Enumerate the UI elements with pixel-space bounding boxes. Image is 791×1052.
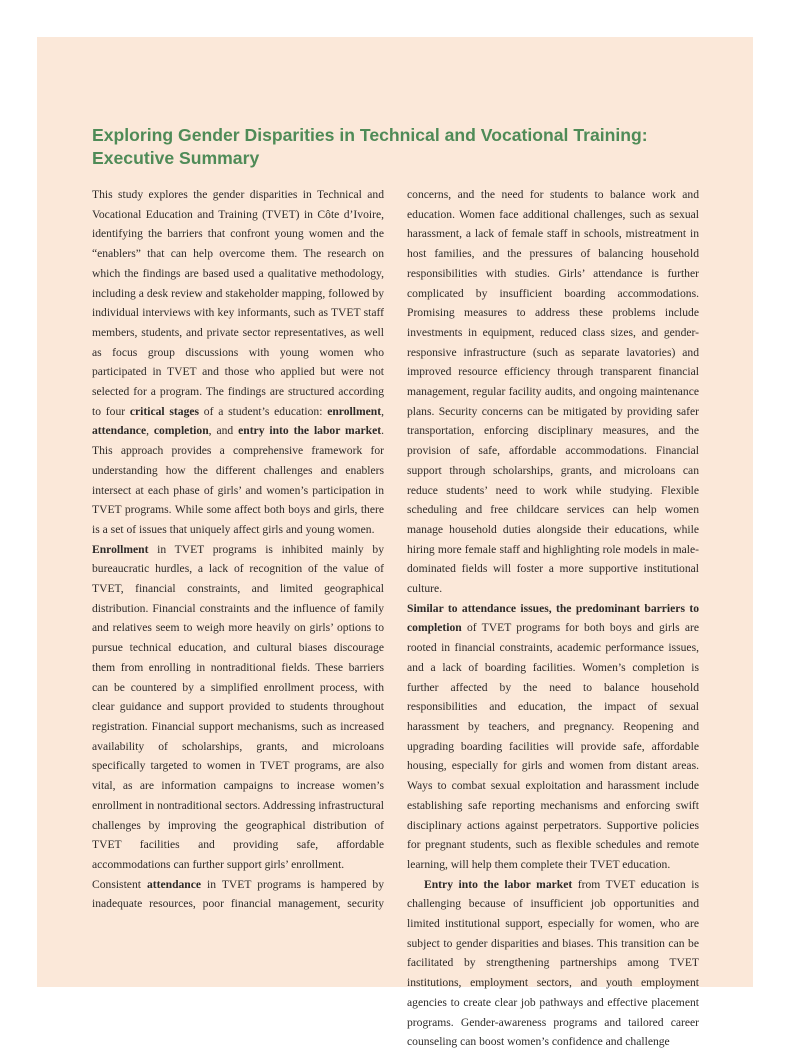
- critical-stages-term: critical stages: [129, 404, 200, 418]
- intro-text: This study explores the gender disparities in Technical and Vocational Education and Training (TVET) in Côte d’Ivoire, identifying the barriers that confront young women and the “enablers” that can help overcome them. The research on which the findings are based used a qualitative methodology, including a desk review and stakeholder mapping, followed by individual interviews with key informants, such as TVET staff members, students, and private sector representatives, as well as focus group discussions with young women who participated in TVET and those who applied but were not selected for a program. The findings are structured according to four: [92, 188, 384, 418]
- separator: , and: [208, 424, 239, 438]
- attendance-text: Consistent: [92, 877, 147, 891]
- labor-market-heading: Entry into the labor market: [424, 877, 573, 891]
- completion-heading: Similar to attendance issues, the predominant barriers to completion: [407, 601, 699, 635]
- attendance-term: attendance: [92, 424, 147, 438]
- page-title: [92, 124, 702, 170]
- attendance-text: in TVET programs is hampered by inadequate resources, poor financial management, security: [92, 877, 385, 911]
- labor-market-term: entry into the labor market: [238, 424, 382, 438]
- title-line-2: Executive Summary: [92, 148, 260, 168]
- labor-market-paragraph: [407, 875, 699, 1052]
- left-column: [92, 185, 384, 914]
- right-column: [407, 185, 699, 1049]
- attendance-paragraph: [92, 875, 384, 914]
- enrollment-term: enrollment: [327, 404, 382, 418]
- attendance-paragraph-continued: concerns, and the need for students to balance work and education. Women face additional challenges, such as sexual harassment, a lack of female staff in schools, mistreatment in host families, and the pressures of balancing household responsibilities with studies. Girls’ attendance is further complicated by insufficient boarding accommodations. Promising measures to address these problems include investments in equipment, reduced class sizes, and gender-responsive infrastructure (such as separate lavatories) and improved resource efficiency through transparent financial management, regular facility audits, and ongoing maintenance plans. Security concerns can be mitigated by providing safer transportation, enforcing disciplinary measures, and the provision of safe, affordable accommodations. Financial support through scholarships, grants, and microloans can reduce students’ need to work while studying. Flexible scheduling and free childcare services can help women manage household duties alongside their educations, while hiring more female staff and highlighting role models in male-dominated fields will foster a more supportive institutional culture.: [407, 188, 699, 596]
- completion-term: completion: [153, 424, 209, 438]
- attendance-heading: attendance: [146, 877, 202, 891]
- completion-text: of TVET programs for both boys and girls are rooted in financial constraints, academic performance issues, and a lack of boarding facilities. Women’s completion is further affected by the need to balance household responsibilities and education, the impact of sexual harassment by teachers, and pregnancy. Reopening and upgrading boarding facilities will provide safe, affordable housing, especially for girls and women from distant areas. Ways to combat sexual exploitation and harassment include establishing safe reporting mechanisms and enforcing swift disciplinary actions against perpetrators. Supportive policies for pregnant students, such as flexible schedules and remote learning, will help them complete their TVET education.: [407, 621, 699, 871]
- completion-paragraph: [407, 599, 699, 875]
- separator: ,: [381, 404, 384, 418]
- intro-text: . This approach provides a comprehensive framework for understanding how the different challenges and enablers intersect at each phase of girls’ and women’s participation in TVET programs. While some affect both boys and girls, there is a set of issues that uniquely affect girls and young women.: [92, 424, 385, 536]
- intro-paragraph: [92, 185, 384, 540]
- enrollment-paragraph: [92, 540, 384, 875]
- title-line-1: Exploring Gender Disparities in Technical and Vocational Training:: [92, 125, 648, 145]
- enrollment-heading: Enrollment: [92, 542, 149, 556]
- enrollment-text: in TVET programs is inhibited mainly by bureaucratic hurdles, a lack of recognition of the value of TVET, financial constraints, and limited geographical distribution. Financial constraints and the influence of family and relatives seem to weigh more heavily on girls’ options to pursue technical education, and cultural biases discourage them from enrolling in nontraditional fields. These barriers can be countered by a simplified enrollment process, with clear guidance and support provided to students throughout registration. Financial support mechanisms, such as increased availability of scholarships, grants, and microloans specifically targeted to women in TVET programs, are also vital, as are information campaigns to increase women’s enrollment in nontraditional sectors. Addressing infrastructural challenges by improving the geographical distribution of TVET facilities and providing safe, affordable accommodations can further support girls’ enrollment.: [92, 542, 384, 871]
- separator: ,: [146, 424, 154, 438]
- labor-market-text: from TVET education is challenging because of insufficient job opportunities and limited institutional support, especially for women, who are subject to gender disparities and biases. This transition can be facilitated by strengthening partnerships among TVET institutions, employment sectors, and youth employment agencies to create clear job pathways and effective placement programs. Gender-awareness programs and tailored career counseling can boost women’s confidence and challenge: [407, 877, 699, 1049]
- intro-text: of a student’s education:: [199, 404, 328, 418]
